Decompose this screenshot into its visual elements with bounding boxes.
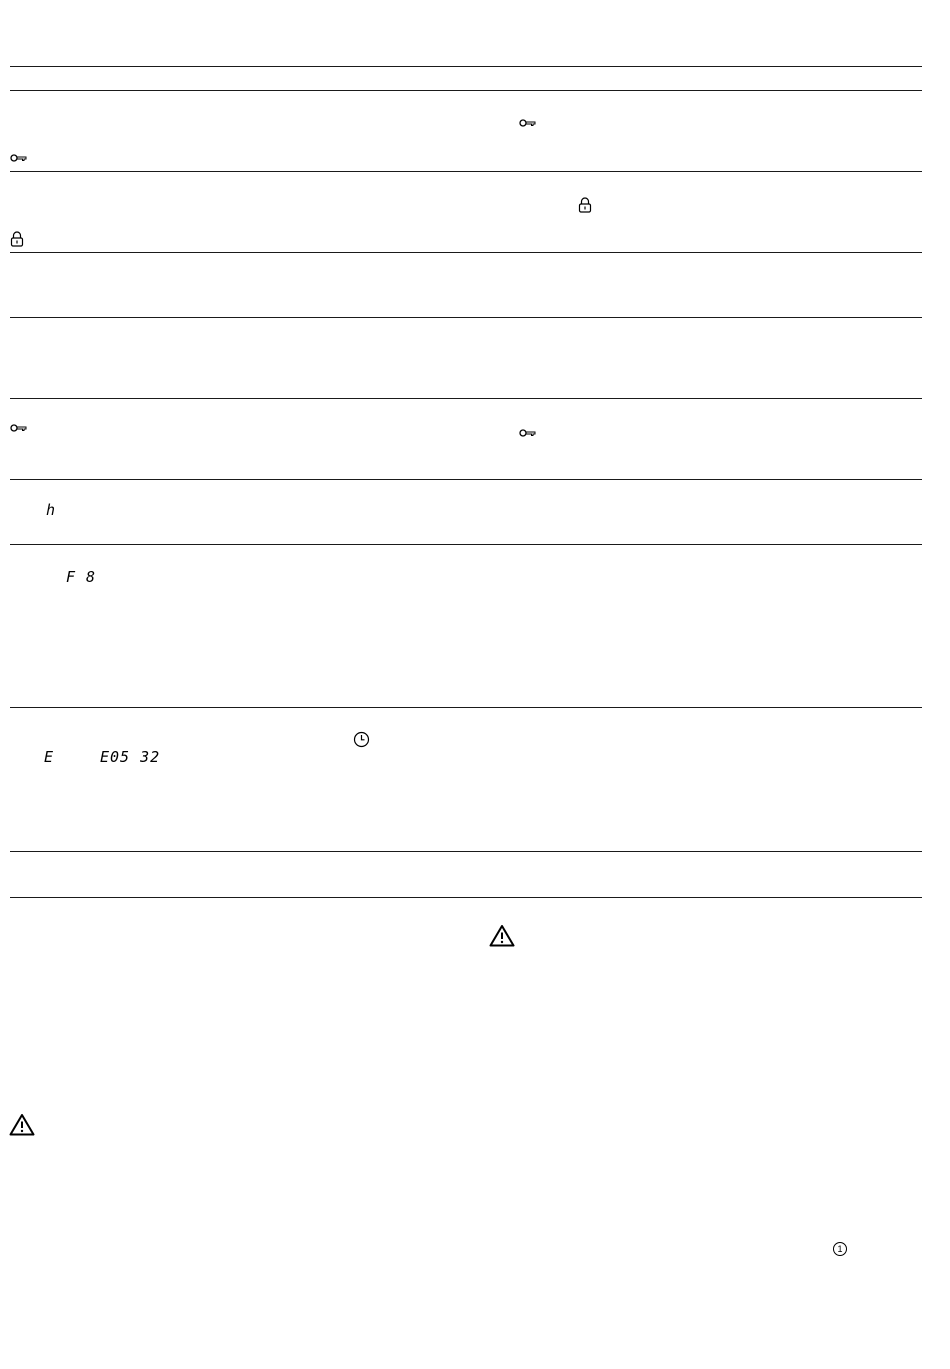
row-divider (10, 398, 922, 399)
display-code-f8: F 8 (66, 568, 97, 586)
row-divider (10, 479, 922, 480)
key-icon (519, 117, 537, 129)
row-divider (10, 544, 922, 545)
warning-triangle-icon (489, 924, 515, 947)
display-code-h: h (46, 501, 57, 519)
row-divider (10, 252, 922, 253)
table-header-top-rule (10, 66, 922, 67)
callout-marker-number: 1 (837, 1244, 843, 1254)
row-divider (10, 851, 922, 852)
display-code-e: E (44, 748, 55, 766)
row-divider (10, 171, 922, 172)
clock-icon (353, 731, 370, 748)
key-icon (10, 152, 28, 164)
display-code-e05-32: E05 32 (100, 748, 161, 766)
table-header-bottom-rule (10, 90, 922, 91)
padlock-open-icon (10, 231, 24, 247)
padlock-open-icon (578, 197, 592, 213)
table-bottom-rule (10, 897, 922, 898)
callout-marker (833, 1242, 847, 1256)
row-divider (10, 707, 922, 708)
key-icon (519, 427, 537, 439)
warning-triangle-icon (9, 1113, 35, 1136)
row-divider (10, 317, 922, 318)
key-icon (10, 422, 28, 434)
